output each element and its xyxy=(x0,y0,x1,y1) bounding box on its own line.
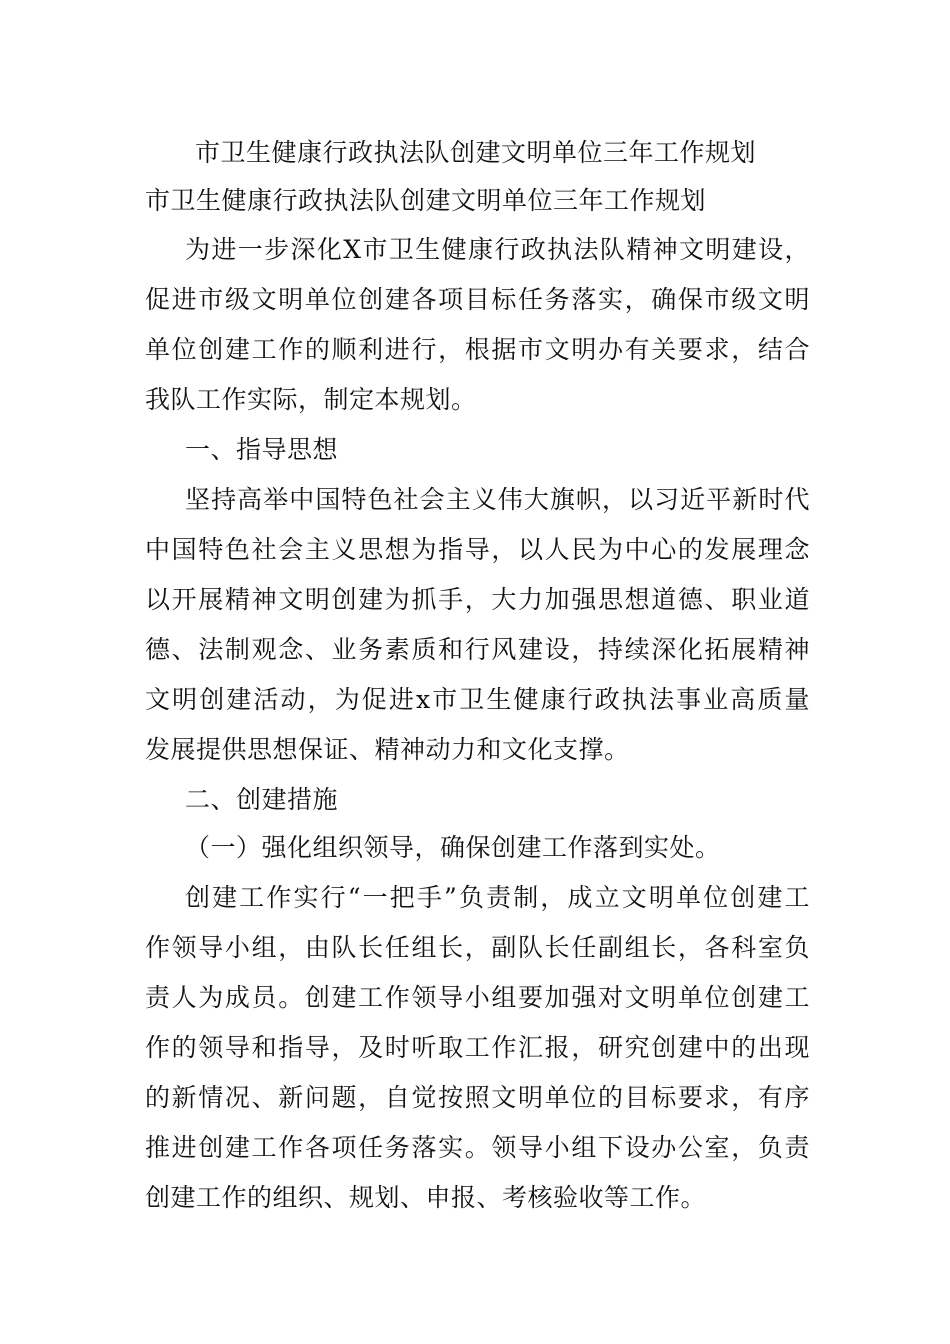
measures-line-4: 作的领导和指导，及时听取工作汇报，研究创建中的出现 xyxy=(145,1033,810,1062)
measures-line-1: 创建工作实行“一把手”负责制，成立文明单位创建工 xyxy=(185,883,810,912)
guiding-line-3: 以开展精神文明创建为抓手，大力加强思想道德、职业道 xyxy=(145,585,810,614)
intro-line-2: 促进市级文明单位创建各项目标任务落实，确保市级文明 xyxy=(145,285,810,314)
measures-line-5: 的新情况、新问题，自觉按照文明单位的目标要求，有序 xyxy=(145,1083,810,1112)
document-subtitle: 市卫生健康行政执法队创建文明单位三年工作规划 xyxy=(145,186,707,215)
intro-line-4: 我队工作实际，制定本规划。 xyxy=(145,385,477,414)
intro-line-1: 为进一步深化X市卫生健康行政执法队精神文明建设， xyxy=(185,235,810,264)
guiding-line-4: 德、法制观念、业务素质和行风建设，持续深化拓展精神 xyxy=(145,635,810,664)
guiding-line-5: 文明创建活动，为促进x市卫生健康行政执法事业高质量 xyxy=(145,685,810,714)
heading-measures: 二、创建措施 xyxy=(185,785,339,814)
subheading-organization: （一）强化组织领导，确保创建工作落到实处。 xyxy=(185,833,721,862)
intro-line-3: 单位创建工作的顺利进行，根据市文明办有关要求，结合 xyxy=(145,335,810,364)
measures-line-2: 作领导小组，由队长任组长，副队长任副组长，各科室负 xyxy=(145,933,810,962)
heading-guiding-thought: 一、指导思想 xyxy=(185,435,339,464)
guiding-line-6: 发展提供思想保证、精神动力和文化支撑。 xyxy=(145,735,630,764)
measures-line-6: 推进创建工作各项任务落实。领导小组下设办公室，负责 xyxy=(145,1133,810,1162)
measures-line-3: 责人为成员。创建工作领导小组要加强对文明单位创建工 xyxy=(145,983,810,1012)
document-title: 市卫生健康行政执法队创建文明单位三年工作规划 xyxy=(195,138,757,167)
measures-line-7: 创建工作的组织、规划、申报、考核验收等工作。 xyxy=(145,1183,707,1212)
guiding-line-2: 中国特色社会主义思想为指导，以人民为中心的发展理念 xyxy=(145,535,810,564)
guiding-line-1: 坚持高举中国特色社会主义伟大旗帜，以习近平新时代 xyxy=(185,485,810,514)
